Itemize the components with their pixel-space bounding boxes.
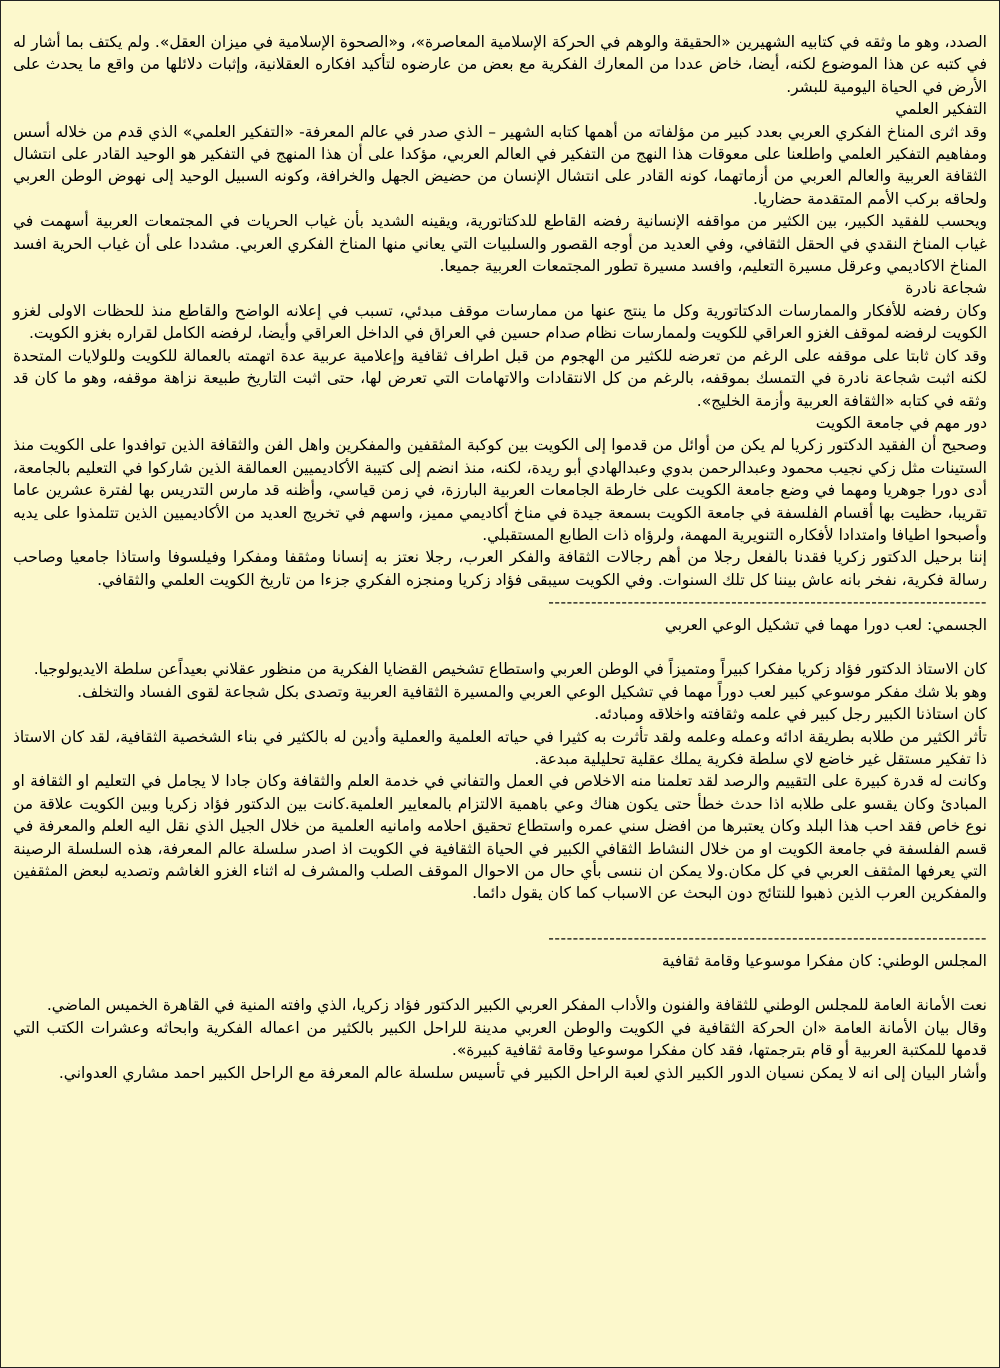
article-paragraph: وقد كان ثابتا على موقفه على الرغم من تعرضه للكثير من الهجوم من قبل اطراف ثقافية وإعلامية عربية عدة اتهمته بالعمالة للكويت وللولايات المتحدة لكنه اثبت شجاعة نادرة في التمسك بموقفه، بالرغم من كل الانتقادات والاتهامات التي تعرض لها، حتى اثبت التاريخ طبيعة نزاهة موقفه، وهو ما كان قد وثقه في كتابه «الثقافة العربية وأزمة الخليج». (13, 346, 987, 410)
section-heading: شجاعة نادرة (905, 279, 987, 298)
article-paragraph: تأثر الكثير من طلابه بطريقة ادائه وعمله وعلمه ولقد تأثرت به كثيرا في حياته العلمية والعملية وأدين له بالكثير في بناء الشخصية الثقافية، لقد كان الاستاذ ذا تفكير مستقل غير خاضع لاي سلطة فكرية يملك عقلية تحليلية مبدعة. (13, 727, 987, 768)
article-paragraph: ويحسب للفقيد الكبير، بين الكثير من مواقفه الإنسانية رفضه القاطع للدكتاتورية، ويقينه الشديد بأن غياب الحريات في المجتمعات العربية أسهمت في غياب المناخ النقدي في الحقل الثقافي، وفي العديد من أوجه القصور والسلبيات التي يعاني منها المناخ الفكري العربي. مشددا على أن غياب الحرية افسد المناخ الاكاديمي وعرقل مسيرة التعليم، وافسد مسيرة تطور المجتمعات العربية جميعا. (13, 212, 987, 276)
article-paragraph: الصدد، وهو ما وثقه في كتابيه الشهيرين «الحقيقة والوهم في الحركة الإسلامية المعاصرة»، و«الصحوة الإسلامية في ميزان العقل». ولم يكتف بما أشار له في كتبه عن هذا الموضوع لكنه، أيضا، خاض عددا من المعارك الفكرية مع بعض من عارضوه لتأكيد افكاره العقلانية، وإثبات دلائلها من واقع ما يحدث على الأرض في الحياة اليومية للبشر. (13, 33, 987, 96)
blank-line (13, 636, 987, 658)
article-paragraph: كان استاذنا الكبير رجل كبير في علمه وثقافته واخلاقه ومبادئه. (594, 705, 987, 724)
article-paragraph: وأشار البيان إلى انه لا يمكن نسيان الدور الكبير الذي لعبة الراحل الكبير في تأسيس سلسلة عالم المعرفة مع الراحل الكبير احمد مشاري العدواني. (58, 1063, 987, 1082)
article-paragraph: نعت الأمانة العامة للمجلس الوطني للثقافة والفنون والأداب المفكر العربي الكبير الدكتور فؤاد زكريا، الذي وافته المنية في القاهرة الخميس الماضي. (46, 996, 987, 1015)
blank-line (13, 905, 987, 927)
article-paragraph: كان الاستاذ الدكتور فؤاد زكريا مفكرا كبيراً ومتميزاً في الوطن العربي واستطاع تشخيص القضايا الفكرية من منظور عقلاني بعيداًعن سلطة الايديولوجيا. (33, 660, 987, 679)
blank-line (13, 972, 987, 994)
section-heading: التفكير العلمي (895, 100, 987, 119)
section-divider: ------------------------------------------------------------------------ (548, 929, 987, 948)
section-heading: دور مهم في جامعة الكويت (815, 413, 987, 432)
article-paragraph: إننا برحيل الدكتور زكريا فقدنا بالفعل رجلا من أهم رجالات الثقافة والفكر العرب، رجلا نعتز به إنسانا ومثقفا ومفكرا وفيلسوفا واستاذا جامعيا وصاحب رسالة فكرية، نفخر بانه عاش بيننا كل تلك السنوات. وفي الكويت سيبقى فؤاد زكريا ومنجزه الفكري جزءا من تاريخ الكويت العلمي والثقافي. (13, 548, 987, 589)
article-paragraph: وهو بلا شك مفكر موسوعي كبير لعب دوراً مهما في تشكيل الوعي العربي والمسيرة الثقافية العربية وتصدى بكل شجاعة لقوى الفساد والتخلف. (77, 682, 987, 701)
article-paragraph: وقال بيان الأمانة العامة «ان الحركة الثقافية في الكويت والوطن العربي مدينة للراحل الكبير بالكثير من اعماله الفكرية وابحاثه وعشرات الكتب التي قدمها للمكتبة العربية أو قام بترجمتها، فقد كان مفكرا موسوعيا وقامة ثقافية كبيرة». (13, 1018, 987, 1060)
article-paragraph: وكانت له قدرة كبيرة على التقييم والرصد لقد تعلمنا منه الاخلاص في العمل والتفاني في خدمة العلم والثقافة وكان جادا لا يجامل في التعليم او الثقافة او المبادئ وكان يقسو على طلابه اذا حدث خطأ حتى يكون هناك وعي باهمية الالتزام بالمعايير العلمية.كانت بين الدكتور فؤاد زكريا وبين الكويت علاقة من نوع خاص فقد احب هذا البلد وكان يعتبرها من افضل سني عمره واستطاع تحقيق احلامه وامانيه العلمية من خلال الجيل الذي نقل اليه العلم والمعرفة في قسم الفلسفة في جامعة الكويت او من خلال النشاط الثقافي الكبير في الحياة الثقافية في الكويت اذ اصدر سلسلة عالم المعرفة، هذه السلسلة الرصينة التي يعرفها المثقف العربي في كل مكان.ولا يمكن ان ننسى بأي حال من الاحوال الموقف الصلب والمشرف له اثناء الغزو الغاشم وتصديه لبعض المثقفين والمفكرين العرب الذين ذهبوا للنتائج دون البحث عن الاسباب كما كان يقول دائما. (13, 772, 987, 903)
article-paragraph: وقد اثرى المناخ الفكري العربي بعدد كبير من مؤلفاته من أهمها كتابه الشهير – الذي صدر في عالم المعرفة- «التفكير العلمي» الذي قدم من خلاله أسس ومفاهيم التفكير العلمي واطلعنا على معوقات هذا النهج من التفكير في العالم العربي، مؤكدا على أن هذا المنهج في التفكير هو الوحيد القادر على انتشال الثقافة العربية والعالم العربي من أزماتهما، كونه القادر على انتشال الإنسان من حضيض الجهل والخرافة، وكونه السبيل الوحيد إلى نهوض الوطن العربي ولحاقه بركب الأمم المتقدمة حضاريا. (13, 122, 987, 208)
section-divider: ------------------------------------------------------------------------ (548, 593, 987, 612)
article-paragraph: وكان رفضه للأفكار والممارسات الدكتاتورية وكل ما ينتج عنها من ممارسات موقف مبدئي، تسبب في إعلانه الواضح والقاطع منذ للحظات الاولى لغزو الكويت لرفضه لموقف الغزو العراقي للكويت ولممارسات نظام صدام حسين في العراق في الداخل العراقي وأيضا، لرفضه الكامل لقراره بغزو الكويت. (13, 301, 987, 343)
article-paragraph: وصحيح أن الفقيد الدكتور زكريا لم يكن من أوائل من قدموا إلى الكويت بين كوكبة المثقفين والمفكرين واهل الفن والثقافة الذين توافدوا على الكويت منذ الستينات مثل زكي نجيب محمود وعبدالرحمن بدوي وعبدالهادي أبو ريدة، لكنه، منذ انضم إلى كتيبة الأكاديميين العمالقة الذين شاركوا في التعليم بالجامعة، أدى دورا جوهريا ومهما في وضع جامعة الكويت على خارطة الجامعات العربية البارزة، في زمن قياسي، وأظنه قد مارس التدريس بها لفترة عشرين عاما تقريبا، حظيت بها أقسام الفلسفة في جامعة الكويت بسمعة جيدة في مناخ أكاديمي مميز، واسهم في تخريج العديد من الأكاديميين الذين تتلمذوا على يديه وأصبحوا اطيافا وامتدادا لأفكاره التنويرية المهمة، ولرؤاه ذات الطابع المستقبلي. (13, 436, 987, 544)
section-heading: المجلس الوطني: كان مفكرا موسوعيا وقامة ثقافية (661, 951, 987, 970)
section-heading: الجسمي: لعب دورا مهما في تشكيل الوعي العربي (664, 615, 987, 634)
